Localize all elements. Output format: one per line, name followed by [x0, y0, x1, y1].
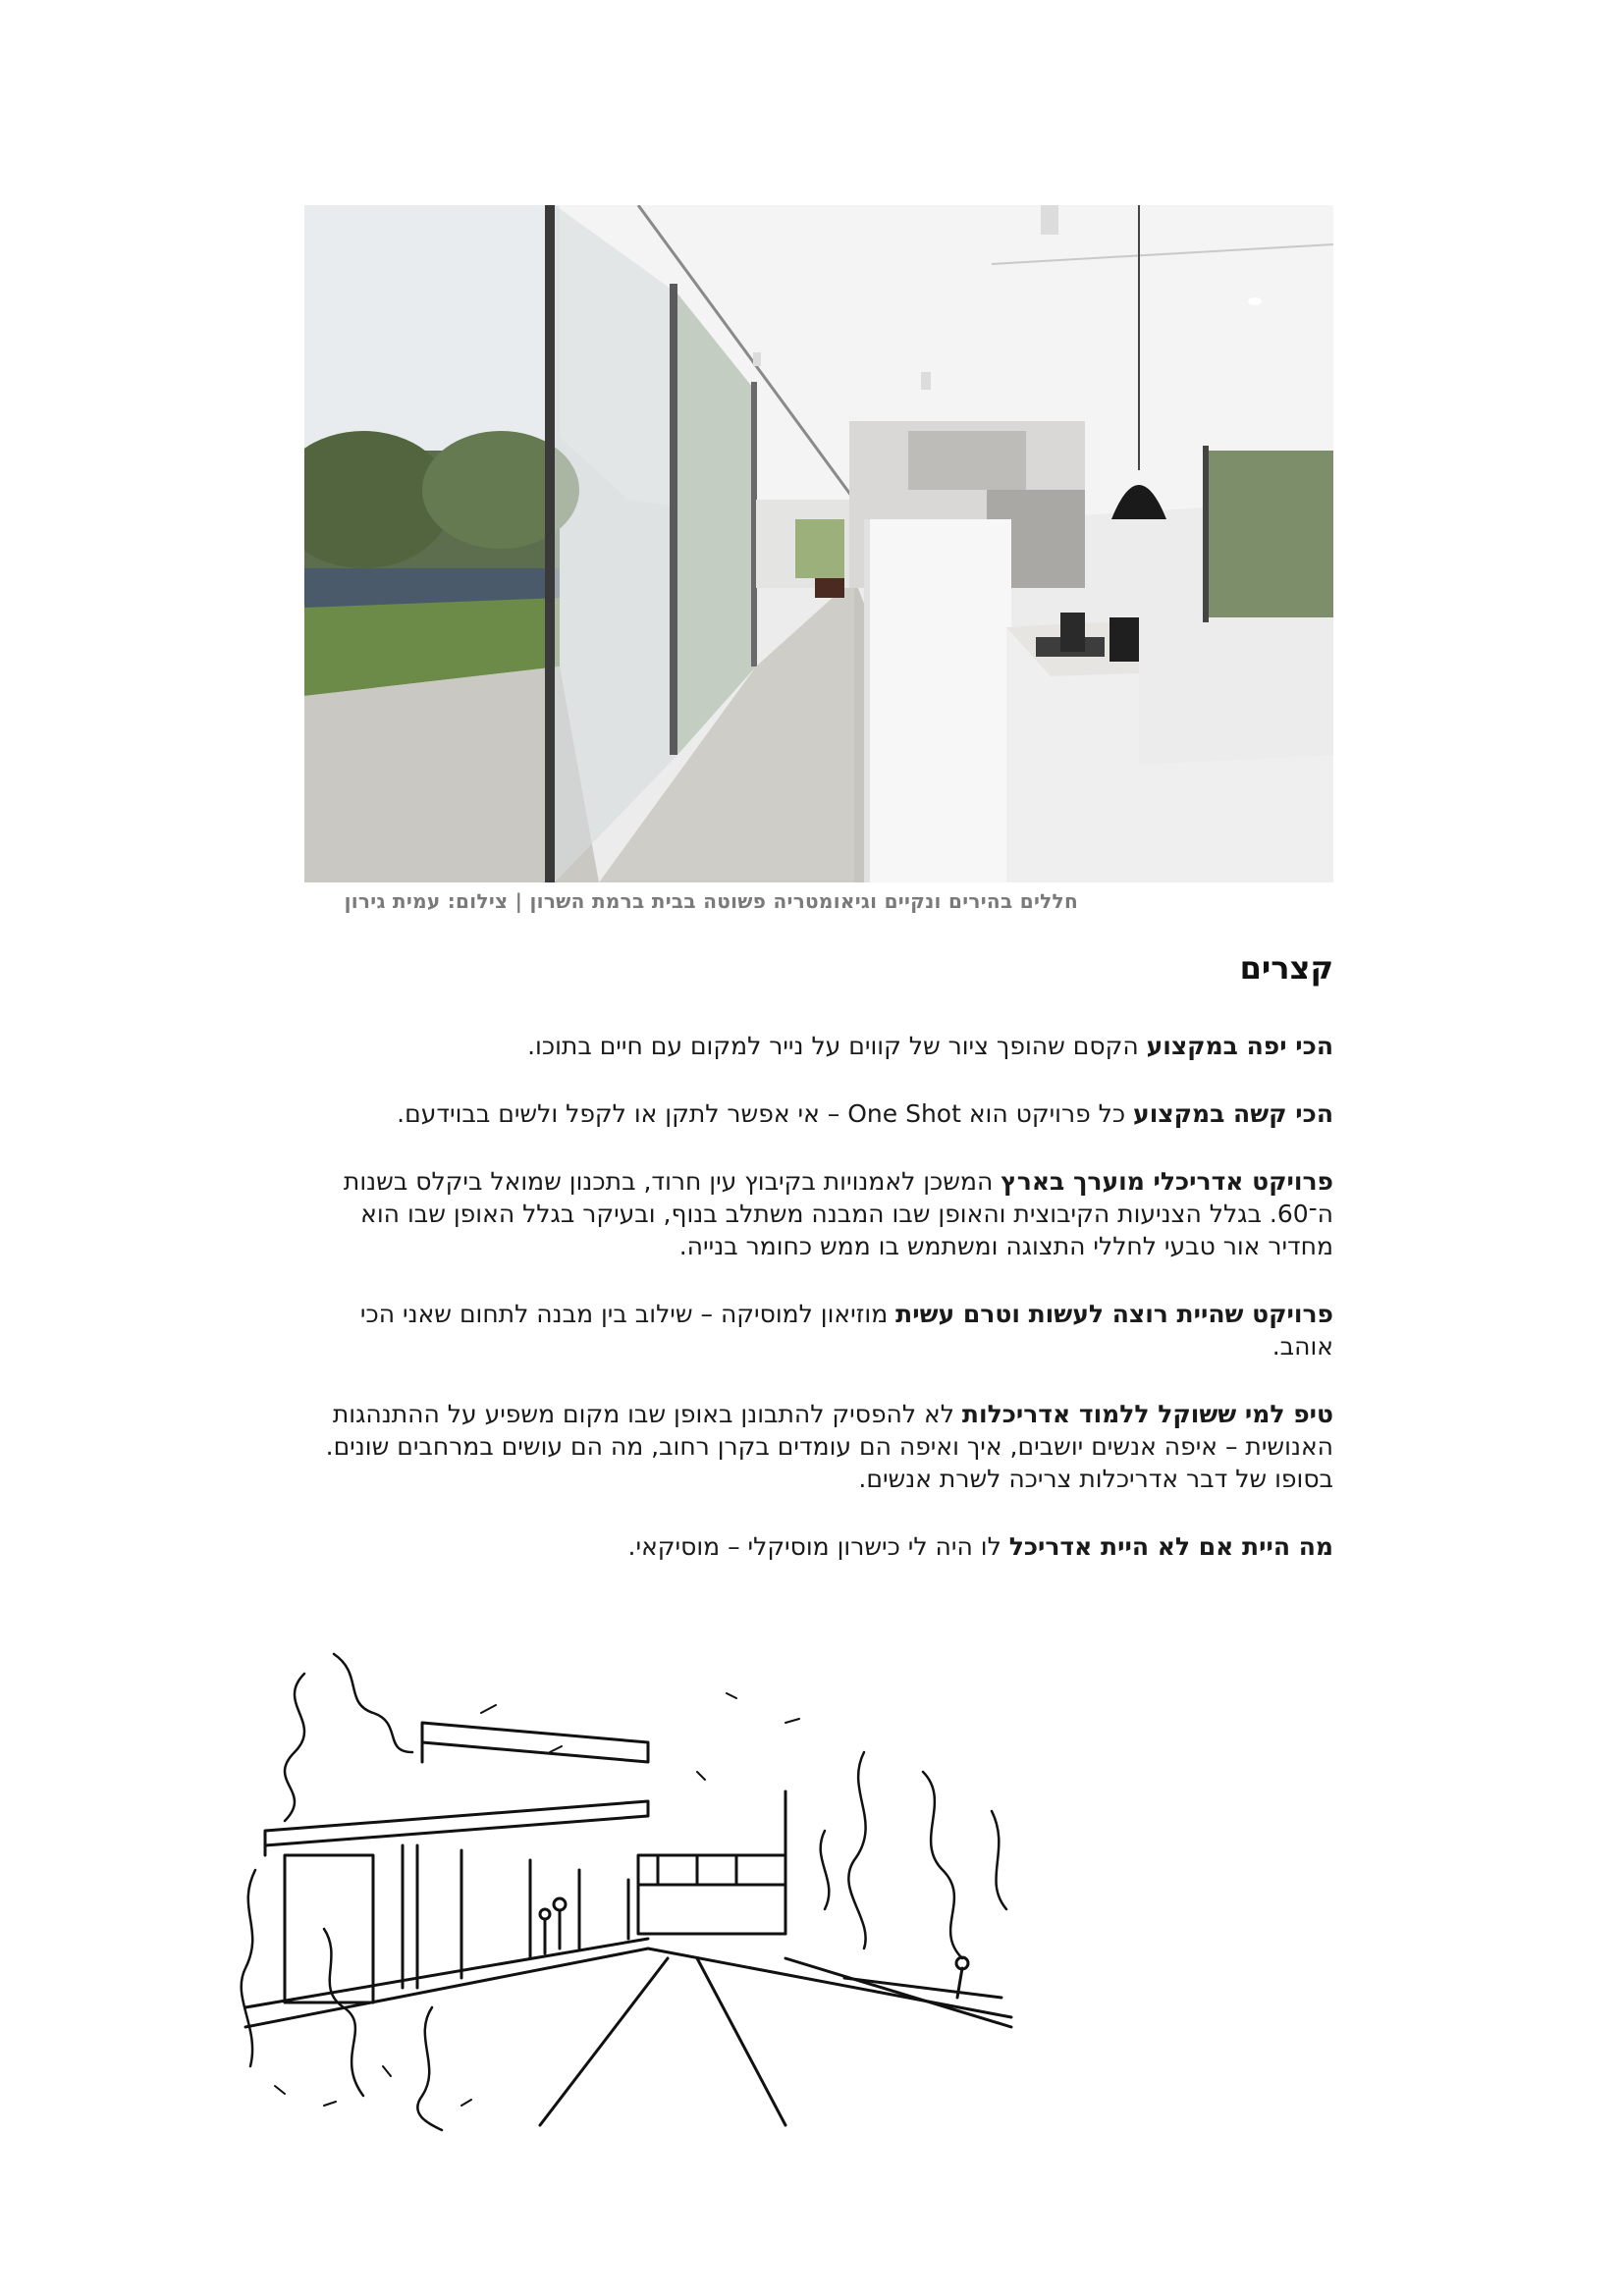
qa-answer: לו היה לי כישרון מוסיקלי – מוסיקאי.: [627, 1532, 1009, 1561]
qa-item-best: [391, 1030, 1333, 1062]
photo-caption: חללים בהירים ונקיים וגיאומטריה פשוטה בבית ברמת השרון | צילום: עמית גירון: [344, 889, 1078, 913]
qa-item-tip: [304, 1398, 1333, 1495]
qa-question: מה היית אם לא היית אדריכל: [1008, 1532, 1333, 1561]
section-title: קצרים: [1239, 949, 1333, 987]
qa-question: טיפ למי ששוקל ללמוד אדריכלות: [961, 1400, 1333, 1428]
qa-answer: המשכן לאמנויות בקיבוץ עין חרוד, בתכנון שמואל ביקלס בשנות ה־60. בגלל הצניעות הקיבוצית והאופן שבו המבנה משתלב בנוף, ובעיקר בגלל האופן שבו הוא מחדיר אור טבעי לחללי התצוגה ומשתמש בו ממש כחומר בנייה.: [343, 1167, 1333, 1260]
article-body: [304, 937, 1333, 1598]
qa-item-admired-project: [342, 1165, 1333, 1262]
qa-item-dream-project: [304, 1298, 1333, 1362]
qa-question: פרויקט אדריכלי מוערך בארץ: [1001, 1167, 1333, 1196]
interior-photo: [304, 205, 1333, 882]
qa-answer: הקסם שהופך ציור של קווים על נייר למקום עם חיים בתוכו.: [527, 1032, 1147, 1060]
qa-answer: כל פרויקט הוא One Shot – אי אפשר לתקן או לקפל ולשים בבוידעם.: [397, 1099, 1134, 1128]
architectural-sketch: [236, 1634, 1021, 2135]
qa-question: הכי קשה במקצוע: [1133, 1099, 1333, 1128]
qa-question: פרויקט שהיית רוצה לעשות וטרם עשית: [895, 1300, 1333, 1328]
qa-item-alternative-career: [304, 1530, 1333, 1563]
qa-answer: מוזיאון למוסיקה – שילוב בין מבנה לתחום שאני הכי אוהב.: [359, 1300, 1333, 1361]
qa-item-hardest: [391, 1097, 1333, 1130]
qa-question: הכי יפה במקצוע: [1146, 1032, 1333, 1060]
qa-answer: לא להפסיק להתבונן באופן שבו מקום משפיע על ההתנהגות האנושית – איפה אנשים יושבים, איך ואיפה הם עומדים בקרן רחוב, מה הם עושים במרחבים שונים. בסופו של דבר אדריכלות צריכה לשרת אנשים.: [325, 1400, 1333, 1493]
